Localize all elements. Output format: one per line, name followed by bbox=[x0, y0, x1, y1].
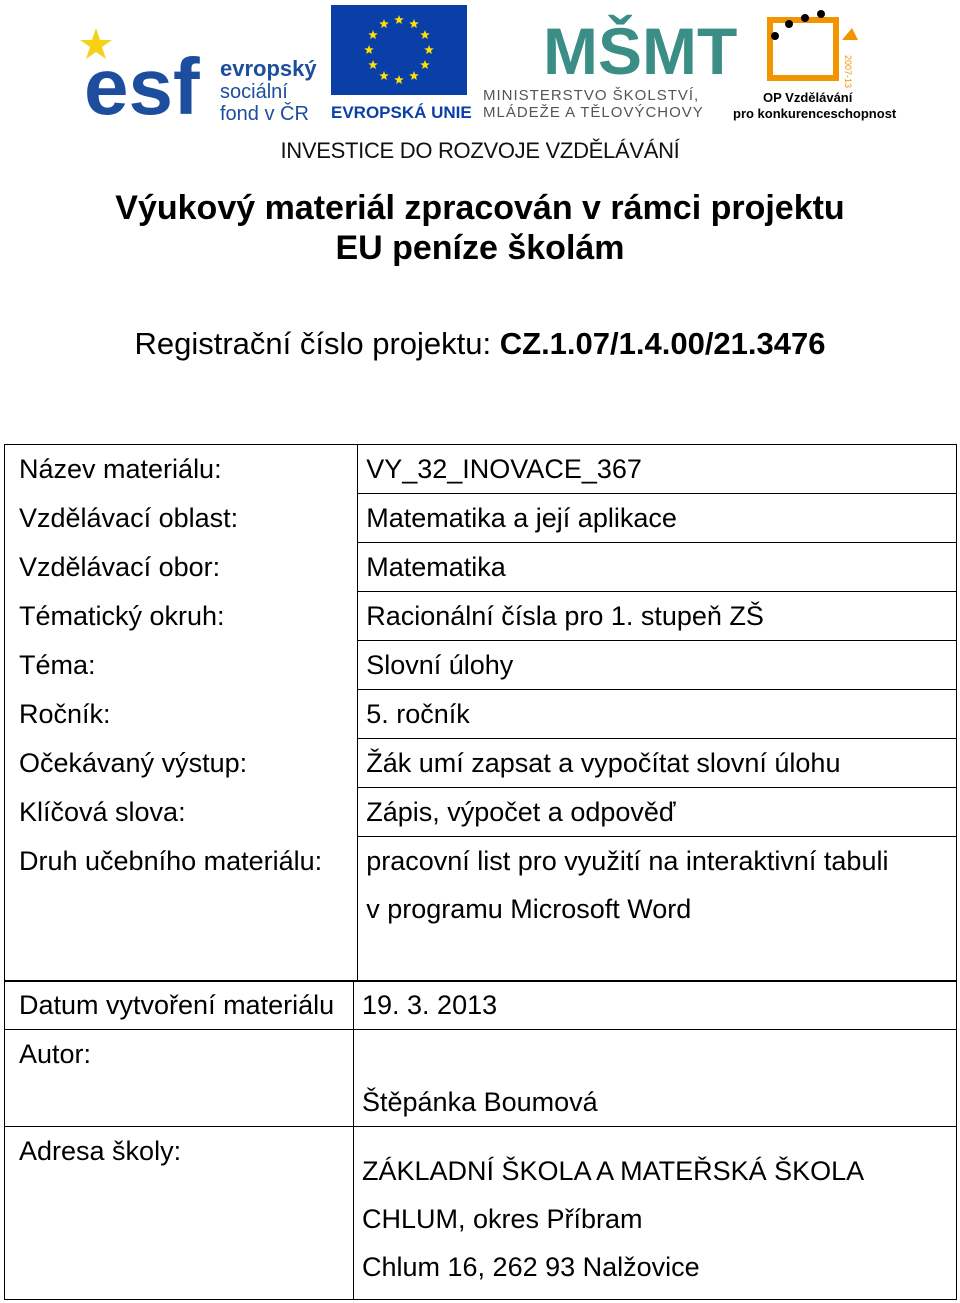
row-value: VY_32_INOVACE_367 bbox=[358, 445, 957, 494]
table-row bbox=[5, 445, 957, 494]
row-label: Název materiálu: bbox=[5, 445, 358, 494]
autor-label: Autor: bbox=[5, 1030, 354, 1127]
esf-line3: fond v ČR bbox=[220, 103, 309, 125]
eu-caption: EVROPSKÁ UNIE bbox=[331, 103, 472, 122]
author-info-table bbox=[4, 980, 957, 1300]
adresa-label: Adresa školy: bbox=[5, 1127, 354, 1300]
datum-label: Datum vytvoření materiálu bbox=[5, 981, 354, 1030]
table-row bbox=[5, 543, 957, 592]
title-line1: Výukový materiál zpracován v rámci projektu bbox=[115, 189, 845, 227]
row-label: Vzdělávací obor: bbox=[5, 543, 358, 592]
investice-text: INVESTICE DO ROZVOJE VZDĚLÁVÁNÍ bbox=[280, 138, 680, 163]
esf-letters: esf bbox=[84, 42, 200, 131]
row-label: Očekávaný výstup: bbox=[5, 739, 358, 788]
druh-label: Druh učebního materiálu: bbox=[5, 837, 358, 982]
row-label: Klíčová slova: bbox=[5, 788, 358, 837]
row-value: Matematika a její aplikace bbox=[358, 494, 957, 543]
registration-number: CZ.1.07/1.4.00/21.3476 bbox=[499, 326, 826, 361]
op-logo bbox=[733, 10, 897, 121]
table-row bbox=[5, 837, 957, 982]
row-value: Zápis, výpočet a odpověď bbox=[358, 788, 957, 837]
eu-logo bbox=[331, 5, 472, 122]
registration-label: Registrační číslo projektu: bbox=[134, 326, 500, 361]
msmt-line2: MLÁDEŽE A TĚLOVÝCHOVY bbox=[483, 104, 704, 121]
op-line1: OP Vzdělávání bbox=[763, 90, 853, 105]
op-badge: 2007-13 bbox=[843, 55, 853, 89]
table-row bbox=[5, 788, 957, 837]
adresa-line2: CHLUM, okres Příbram bbox=[362, 1204, 643, 1234]
row-value: Racionální čísla pro 1. stupeň ZŠ bbox=[358, 592, 957, 641]
title-line2: EU peníze školám bbox=[335, 229, 625, 267]
row-label: Tématický okruh: bbox=[5, 592, 358, 641]
row-value: 5. ročník bbox=[358, 690, 957, 739]
msmt-line1: MINISTERSTVO ŠKOLSTVÍ, bbox=[483, 87, 700, 104]
msmt-logo bbox=[483, 14, 737, 121]
row-label: Téma: bbox=[5, 641, 358, 690]
table-row bbox=[5, 739, 957, 788]
table-row bbox=[5, 494, 957, 543]
msmt-monogram: MŠMT bbox=[543, 14, 738, 88]
row-value: Matematika bbox=[358, 543, 957, 592]
esf-line1: evropský bbox=[220, 56, 317, 81]
druh-line2: v programu Microsoft Word bbox=[366, 894, 692, 924]
table-row bbox=[5, 981, 957, 1030]
adresa-line1: ZÁKLADNÍ ŠKOLA A MATEŘSKÁ ŠKOLA bbox=[362, 1156, 865, 1186]
table-row bbox=[5, 641, 957, 690]
op-square-icon bbox=[770, 20, 836, 78]
table-row bbox=[5, 1127, 957, 1300]
row-value: Slovní úlohy bbox=[358, 641, 957, 690]
druh-value bbox=[358, 837, 957, 982]
esf-logo bbox=[80, 5, 322, 131]
registration bbox=[0, 326, 960, 362]
table-row bbox=[5, 592, 957, 641]
adresa-line3: Chlum 16, 262 93 Nalžovice bbox=[362, 1252, 700, 1282]
row-value: Žák umí zapsat a vypočítat slovní úlohu bbox=[358, 739, 957, 788]
druh-line1: pracovní list pro využití na interaktivní tabuli bbox=[366, 846, 889, 876]
datum-value: 19. 3. 2013 bbox=[354, 981, 957, 1030]
table-row bbox=[5, 690, 957, 739]
row-label: Vzdělávací oblast: bbox=[5, 494, 358, 543]
adresa-value bbox=[354, 1127, 957, 1300]
row-label: Ročník: bbox=[5, 690, 358, 739]
material-info-table bbox=[4, 444, 957, 982]
autor-value: Štěpánka Boumová bbox=[354, 1030, 957, 1127]
op-line2: pro konkurenceschopnost bbox=[733, 106, 897, 121]
table-row bbox=[5, 1030, 957, 1127]
esf-line2: sociální bbox=[220, 81, 288, 103]
